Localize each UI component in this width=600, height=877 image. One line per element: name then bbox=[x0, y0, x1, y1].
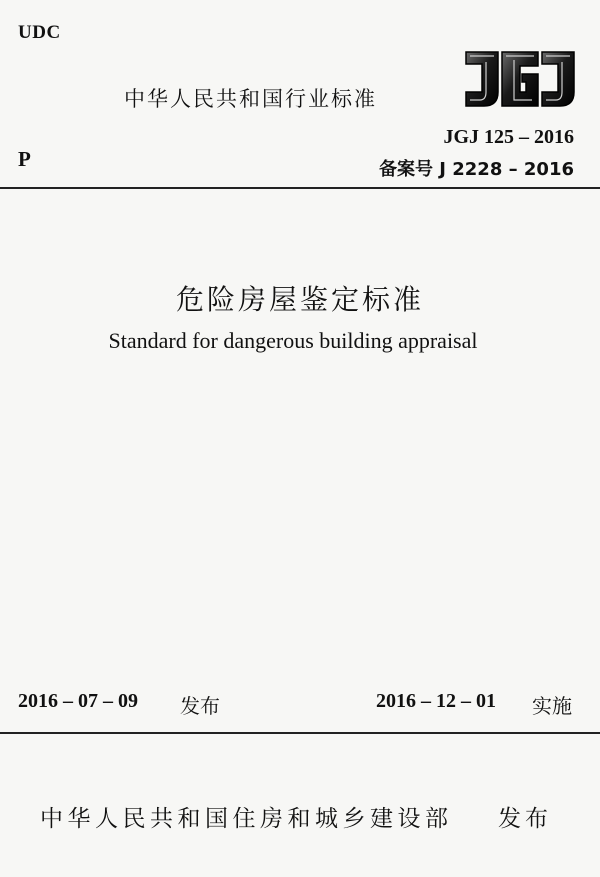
record-number: 备案号 J 2228 – 2016 bbox=[379, 159, 574, 180]
publisher-name: 中华人民共和国住房和城乡建设部 bbox=[40, 806, 453, 832]
classification-code: P bbox=[18, 147, 31, 171]
udc-label: UDC bbox=[18, 22, 61, 43]
standard-code: JGJ 125 – 2016 bbox=[443, 126, 574, 148]
title-english: Standard for dangerous building appraisal bbox=[108, 328, 478, 353]
logo-text: JGJ bbox=[462, 48, 464, 49]
publish-label: 发布 bbox=[498, 806, 552, 832]
implement-date: 2016 – 12 – 01 bbox=[376, 690, 496, 712]
industry-standard-label: 中华人民共和国行业标准 bbox=[124, 87, 377, 111]
top-divider bbox=[0, 187, 600, 189]
jgj-logo bbox=[462, 48, 578, 110]
implement-label: 实施 bbox=[532, 694, 572, 718]
bottom-divider bbox=[0, 732, 600, 734]
issue-date: 2016 – 07 – 09 bbox=[18, 690, 138, 712]
title-chinese: 危险房屋鉴定标准 bbox=[175, 283, 424, 316]
issue-label: 发布 bbox=[180, 694, 220, 718]
